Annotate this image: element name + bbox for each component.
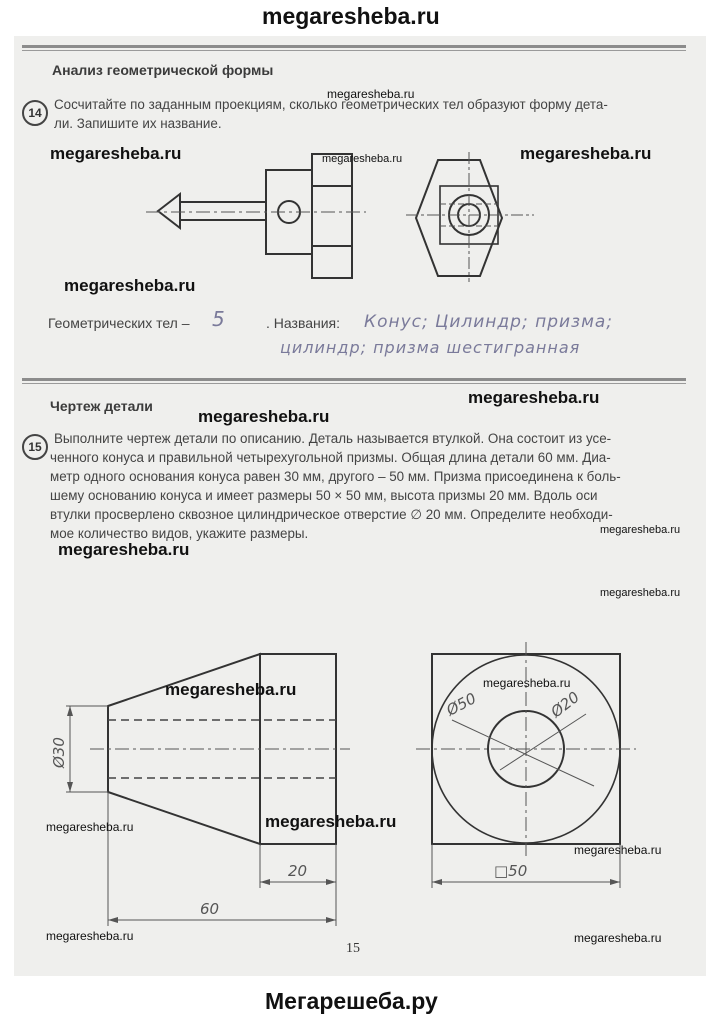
watermark-11: megaresheba.ru	[165, 680, 297, 699]
task15-number: 15	[22, 434, 48, 460]
leader-20	[500, 714, 586, 770]
count-label: Геометрических тел –	[48, 315, 190, 331]
task15-text-line3: метр одного основания конуса равен 30 мм, другого – 50 мм. Призма присоединена к боль-	[50, 469, 621, 484]
watermark-5: megaresheba.ru	[64, 276, 196, 295]
count-answer: 5	[212, 307, 226, 331]
hex-prism	[312, 154, 352, 278]
section1-title: Анализ геометрической формы	[52, 62, 274, 78]
watermark-16: megaresheba.ru	[46, 929, 134, 943]
dim-outer-diameter: Ø50	[443, 689, 480, 720]
task14-number: 14	[22, 100, 48, 126]
task14-text-line1: Сосчитайте по заданным проекциям, сколько геометрических тел образуют форму дета-	[54, 97, 608, 112]
section2-rule	[22, 378, 686, 381]
names-answer-line1: Конус; Цилиндр; призма;	[364, 312, 614, 332]
watermark-3: megaresheba.ru	[322, 153, 403, 165]
task15-text-line2: ченного конуса и правильной четырехугольной призмы. Общая длина детали 60 мм. Диа-	[50, 450, 611, 465]
watermark-10: megaresheba.ru	[600, 587, 681, 599]
section2-title: Чертеж детали	[50, 398, 153, 414]
site-header[interactable]: megaresheba.ru	[262, 3, 440, 29]
watermark-7: megaresheba.ru	[198, 407, 330, 426]
site-footer[interactable]: Мегарешеба.ру	[265, 988, 438, 1014]
dim-prism-length: 20	[288, 862, 308, 880]
watermark-15: megaresheba.ru	[574, 843, 662, 857]
watermark-13: megaresheba.ru	[46, 820, 134, 834]
page-number: 15	[346, 941, 360, 956]
dim-total-length: 60	[200, 900, 220, 918]
task15-drawing	[14, 636, 706, 926]
watermark-8: megaresheba.ru	[600, 524, 681, 536]
watermark-12: megaresheba.ru	[483, 676, 571, 690]
shaft-cylinder	[180, 202, 266, 220]
section1-rule-thin	[22, 50, 686, 51]
task14-drawing	[144, 146, 564, 296]
watermark-17: megaresheba.ru	[574, 931, 662, 945]
task15-text-line5: втулки просверлено сквозное цилиндрическое отверстие ∅ 20 мм. Определите необходи-	[50, 507, 613, 522]
task14-text-line2: ли. Запишите их название.	[54, 116, 222, 131]
watermark-9: megaresheba.ru	[58, 540, 190, 559]
dim-square-size: □50	[494, 862, 528, 880]
cone-tip	[158, 194, 180, 228]
watermark-6: megaresheba.ru	[468, 388, 600, 407]
workbook-page	[14, 36, 706, 976]
section2-rule-thin	[22, 383, 686, 384]
dim-hole-diameter: Ø20	[547, 687, 583, 722]
watermark-1: megaresheba.ru	[327, 87, 415, 101]
dim-cone-diameter: Ø30	[50, 737, 68, 768]
names-answer-line2: цилиндр; призма шестигранная	[280, 338, 581, 357]
task15-text-line4: шему основанию конуса и имеет размеры 50 × 50 мм, высота призмы 20 мм. Вдоль оси	[50, 488, 598, 503]
section1-rule	[22, 45, 686, 48]
names-label: . Названия:	[266, 315, 341, 331]
task15-text-line6: мое количество видов, укажите размеры.	[50, 526, 309, 541]
watermark-2: megaresheba.ru	[50, 144, 182, 163]
watermark-14: megaresheba.ru	[265, 812, 397, 831]
watermark-4: megaresheba.ru	[520, 144, 652, 163]
task15-text-line1: Выполните чертеж детали по описанию. Деталь называется втулкой. Она состоит из усе-	[54, 431, 612, 446]
leader-50	[452, 720, 594, 786]
